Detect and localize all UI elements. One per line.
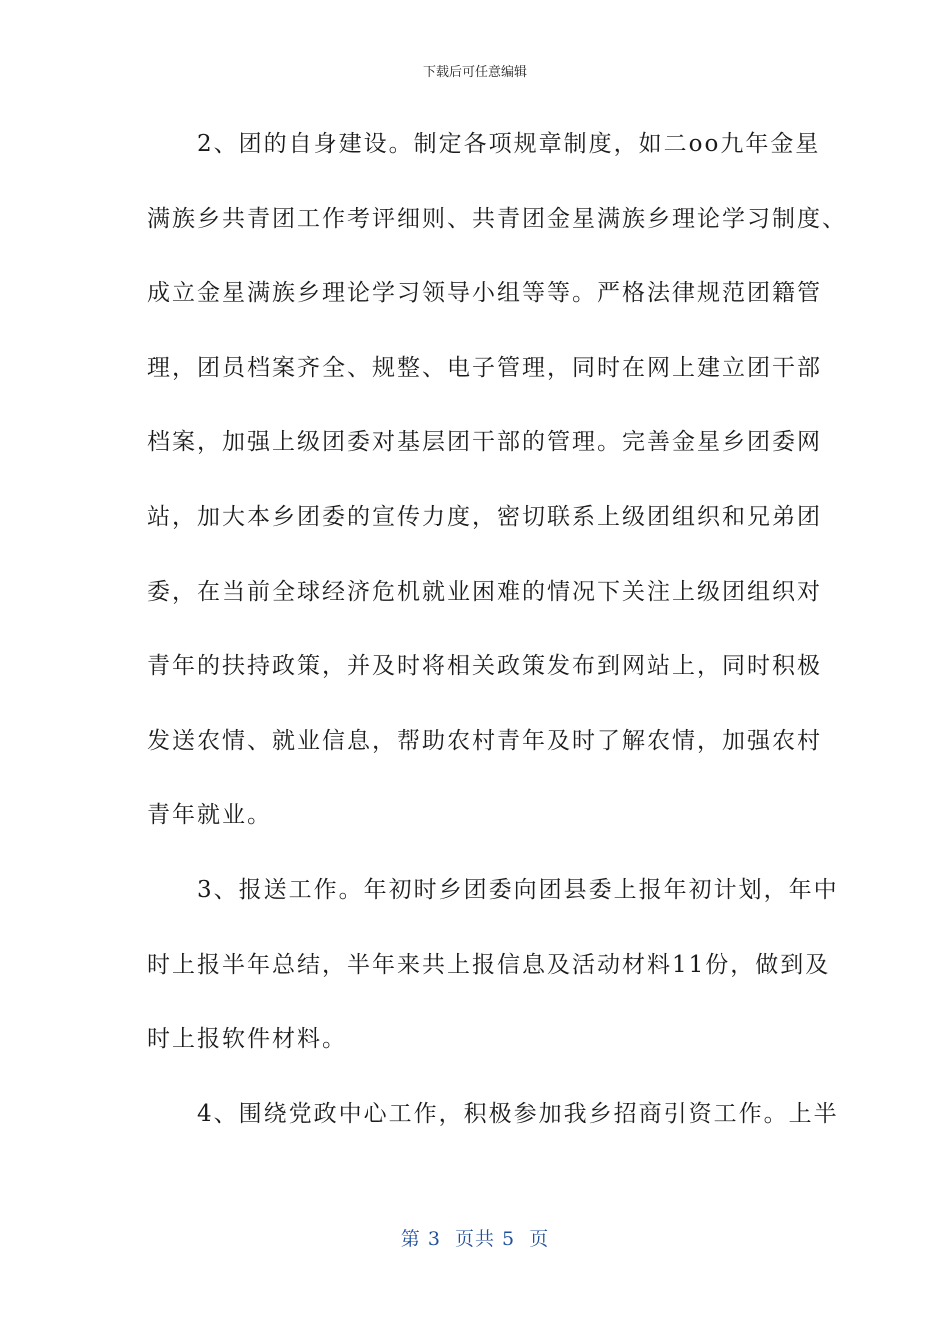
text-line: 时上报软件材料。 (147, 1026, 347, 1053)
text-line: 青年的扶持政策，并及时将相关政策发布到网站上，同时积极 (147, 653, 822, 680)
text-line: 委，在当前全球经济危机就业困难的情况下关注上级团组织对 (147, 578, 822, 605)
text-line: 2、团的自身建设。制定各项规章制度，如二oo九年金星 (147, 131, 821, 157)
text-line: 青年就业。 (147, 802, 272, 829)
text-line: 4、围绕党政中心工作，积极参加我乡招商引资工作。上半 (147, 1100, 839, 1127)
document-body (147, 127, 847, 1171)
text-line: 发送农情、就业信息，帮助农村青年及时了解农情，加强农村 (147, 727, 822, 754)
text-line: 满族乡共青团工作考评细则、共青团金星满族乡理论学习制度、 (147, 205, 847, 232)
text-line: 理，团员档案齐全、规整、电子管理，同时在网上建立团干部 (147, 354, 822, 381)
text-line: 档案，加强上级团委对基层团干部的管理。完善金星乡团委网 (147, 429, 822, 456)
page-number-footer: 第 3 页共 5 页 (400, 1228, 550, 1250)
page-header: 下载后可任意编辑 (422, 65, 527, 80)
text-line: 时上报半年总结，半年来共上报信息及活动材料11份，做到及 (147, 951, 831, 978)
text-line: 站，加大本乡团委的宣传力度，密切联系上级团组织和兄弟团 (147, 503, 822, 530)
text-line: 成立金星满族乡理论学习领导小组等等。严格法律规范团籍管 (147, 280, 822, 307)
text-line: 3、报送工作。年初时乡团委向团县委上报年初计划，年中 (147, 876, 839, 903)
